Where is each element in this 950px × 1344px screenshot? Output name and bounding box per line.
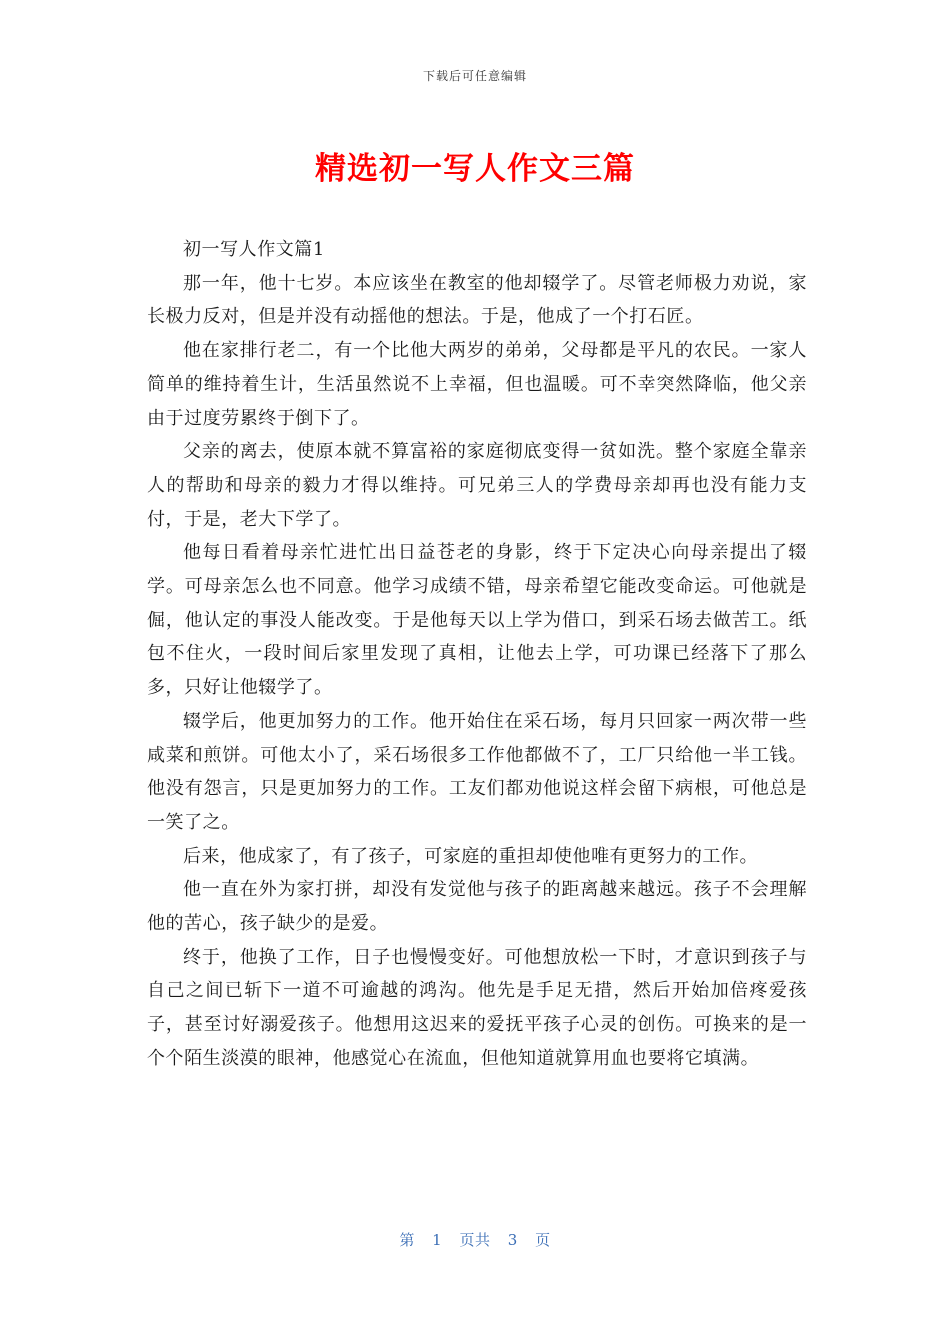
footer-current-page: 1 xyxy=(432,1231,443,1249)
footer-label-of: 页共 xyxy=(459,1231,491,1249)
paragraph-8: 终于，他换了工作，日子也慢慢变好。可他想放松一下时，才意识到孩子与自己之间已斩下一道不可逾越的鸿沟。他先是手足无措，然后开始加倍疼爱孩子，甚至讨好溺爱孩子。他想用这迟来的爱抚平孩子心灵的创伤。可换来的是一个个陌生淡漠的眼神，他感觉心在流血，但他知道就算用血也要将它填满。 xyxy=(147,946,807,1069)
paragraph-5: 辍学后，他更加努力的工作。他开始住在采石场，每月只回家一两次带一些咸菜和煎饼。可他太小了，采石场很多工作他都做不了，工厂只给他一半工钱。他没有怨言，只是更加努力的工作。工友们都劝他说这样会留下病根，可他总是一笑了之。 xyxy=(147,710,807,833)
footer-total-pages: 3 xyxy=(507,1231,518,1249)
footer-label-end: 页 xyxy=(535,1231,551,1249)
paragraph-7: 他一直在外为家打拼，却没有发觉他与孩子的距离越来越远。孩子不会理解他的苦心，孩子缺少的是爱。 xyxy=(147,879,807,935)
document-title: 精选初一写人作文三篇 xyxy=(315,151,635,187)
document-body xyxy=(147,233,807,1076)
paragraph-2: 他在家排行老二，有一个比他大两岁的弟弟，父母都是平凡的农民。一家人简单的维持着生计，生活虽然说不上幸福，但也温暖。可不幸突然降临，他父亲由于过度劳累终于倒下了。 xyxy=(147,340,807,429)
footer-label-page: 第 xyxy=(399,1231,415,1249)
section-heading: 初一写人作文篇1 xyxy=(183,239,325,260)
paragraph-1: 那一年，他十七岁。本应该坐在教室的他却辍学了。尽管老师极力劝说，家长极力反对，但是并没有动摇他的想法。于是，他成了一个打石匠。 xyxy=(147,272,807,328)
paragraph-4: 他每日看着母亲忙进忙出日益苍老的身影，终于下定决心向母亲提出了辍学。可母亲怎么也不同意。他学习成绩不错，母亲希望它能改变命运。可他就是倔，他认定的事没人能改变。于是他每天以上学为借口，到采石场去做苦工。纸包不住火，一段时间后家里发现了真相，让他去上学，可功课已经落下了那么多，只好让他辍学了。 xyxy=(147,542,807,699)
page-header-note: 下载后可任意编辑 xyxy=(422,69,527,83)
paragraph-6: 后来，他成家了，有了孩子，可家庭的重担却使他唯有更努力的工作。 xyxy=(183,845,759,867)
page-footer xyxy=(0,1229,950,1250)
paragraph-3: 父亲的离去，使原本就不算富裕的家庭彻底变得一贫如洗。整个家庭全靠亲人的帮助和母亲的毅力才得以维持。可兄弟三人的学费母亲却再也没有能力支付，于是，老大下学了。 xyxy=(147,441,807,530)
